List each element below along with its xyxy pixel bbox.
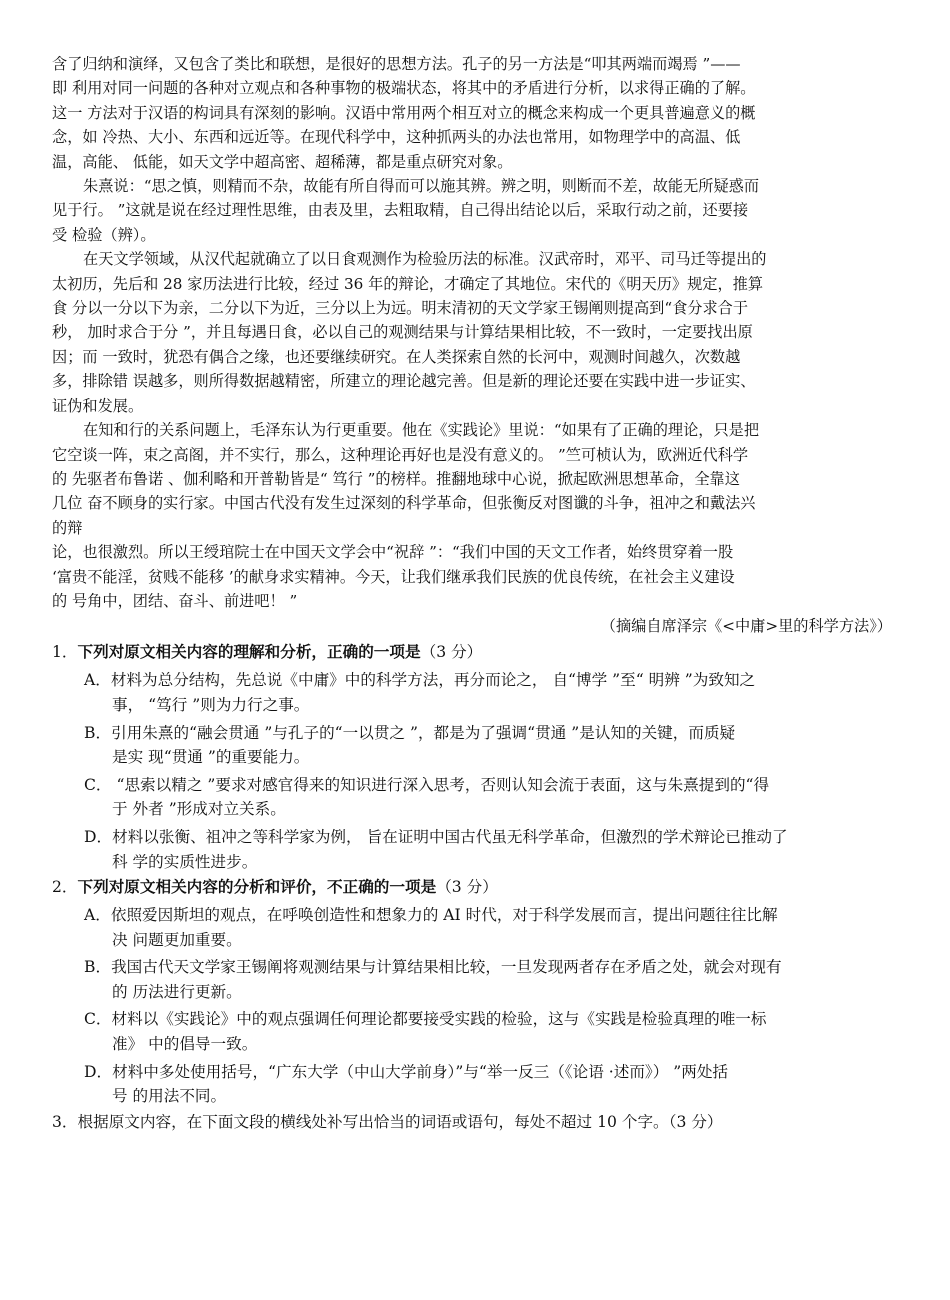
option-text: 材料以张衡、祖冲之等科学家为例， 旨在证明中国古代虽无科学革命，但激烈的学术辩论已推动了 (112, 827, 788, 846)
passage-line: 朱熹说：“思之慎，则精而不杂，故能有所自得而可以施其辨。辨之明，则断而不差，故能无所疑惑而 (83, 177, 760, 196)
option-text-continued: 准》 中的倡导一致。 (112, 1035, 258, 1054)
option-text-continued: 的 历法进行更新。 (112, 982, 242, 1001)
passage-paragraph (52, 52, 910, 174)
option-letter: A． (84, 671, 111, 690)
question-stem (52, 639, 910, 665)
option-text: 依照爱因斯坦的观点，在呼唤创造性和想象力的 AI 时代，对于科学发展而言，提出问题往往比解 (110, 906, 778, 925)
passage-source: （摘编自席泽宗《<中庸>里的科学方法》） (600, 617, 892, 636)
option-d[interactable] (84, 1060, 910, 1109)
option-letter: C． (84, 1010, 112, 1029)
question-2 (52, 874, 910, 1109)
passage-line: 这一 方法对于汉语的构词具有深刻的影响。汉语中常用两个相互对立的概念来构成一个更具普遍意义的概 (52, 103, 756, 122)
option-text-continued: 科 学的实质性进步。 (112, 852, 258, 871)
option-text: 引用朱熹的“融会贯通 ”与孔子的“一以贯之 ”，都是为了强调“贯通 ”是认知的关键，而质疑 (111, 723, 736, 742)
option-a[interactable] (84, 668, 910, 717)
option-text: 我国古代天文学家王锡阐将观测结果与计算结果相比较，一旦发现两者存在矛盾之处，就会对现有 (111, 958, 782, 977)
option-a[interactable] (84, 903, 910, 952)
passage-paragraph (52, 418, 910, 613)
passage-line: 含了归纳和演绎，又包含了类比和联想，是很好的思想方法。孔子的另一方法是“叩其两端而竭焉 ”—— (52, 55, 741, 73)
answer-options (84, 668, 910, 874)
option-letter: D． (84, 827, 113, 846)
question-text: 下列对原文相关内容的分析和评价，不正确的一项是 (77, 877, 437, 897)
passage-paragraph (52, 174, 910, 247)
question-score: （3 分） (436, 878, 498, 897)
question-1 (52, 639, 910, 874)
passage-line: 温，高能、 低能，如天文学中超高密、超稀薄，都是重点研究对象。 (52, 152, 513, 171)
passage-line: 的 先驱者布鲁诺 、伽利略和开普勒皆是“ 笃行 ”的榜样。推翻地球中心说，掀起欧洲思想革命，全靠这 (52, 469, 740, 488)
question-text: 下列对原文相关内容的理解和分析，正确的一项是 (77, 642, 421, 662)
passage-line: 在知和行的关系问题上，毛泽东认为行更重要。他在《实践论》里说：“如果有了正确的理论，只是把 (83, 421, 760, 440)
option-d[interactable] (84, 825, 910, 874)
question-stem (52, 874, 910, 900)
answer-options (84, 903, 910, 1109)
passage-line: 证伪和发展。 (52, 396, 144, 415)
passage-line: 食 分以一分以下为亲，二分以下为近，三分以上为远。明末清初的天文学家王锡阐则提高到“食分求合于 (52, 299, 749, 318)
option-text: “思索以精之 ”要求对感官得来的知识进行深入思考，否则认知会流于表面，这与朱熹提到的“得 (111, 775, 770, 794)
option-text: 材料为总分结构，先总说《中庸》中的科学方法，再分而论之， 自“博学 ”至“ 明辨 ”为致知之 (110, 671, 756, 690)
passage-line: 多，排除错 误越多，则所得数据越精密，所建立的理论越完善。但是新的理论还要在实践中进一步证实、 (52, 372, 756, 391)
passage-line: 的辩 (52, 518, 83, 537)
option-text-continued: 于 外者 ”形成对立关系。 (112, 800, 286, 819)
passage-line: 念，如 冷热、大小、东西和远近等。在现代科学中，这种抓两头的办法也常用，如物理学中的高温、低 (52, 128, 741, 147)
option-text-continued: 事， “笃行 ”则为力行之事。 (112, 695, 310, 714)
option-letter: B． (84, 723, 112, 742)
passage-line: 即 利用对同一问题的各种对立观点和各种事物的极端状态，将其中的矛盾进行分析，以求得正确的了解。 (52, 79, 756, 98)
passage-line: 它空谈一阵，束之高阁，并不实行，那么，这种理论再好也是没有意义的。 ”竺可桢认为，欧洲近代科学 (52, 445, 749, 464)
option-b[interactable] (84, 955, 910, 1004)
option-text: 材料中多处使用括号，“广东大学（中山大学前身）”与“举一反三（《论语 ·述而》） ”两处括 (112, 1062, 729, 1081)
passage-line: 几位 奋不顾身的实行家。中国古代没有发生过深刻的科学革命，但张衡反对图谶的斗争，祖冲之和戴法兴 (52, 494, 756, 513)
passage-paragraph (52, 247, 910, 418)
passage-line: 太初历，先后和 28 家历法进行比较，经过 36 年的辩论，才确定了其地位。宋代的《明天历》规定，推算 (52, 274, 764, 293)
exam-page (52, 52, 910, 1135)
passage-line: 因；而 一致时，犹恐有偶合之缘，也还要继续研究。在人类探索自然的长河中，观测时间越久，次数越 (52, 347, 741, 366)
option-text-continued: 是实 现“贯通 ”的重要能力。 (112, 748, 310, 767)
question-number: 3． (52, 1112, 78, 1131)
option-letter: C． (84, 775, 112, 794)
question-stem (52, 1109, 910, 1135)
option-c[interactable] (84, 1007, 910, 1056)
passage-line: 论，也很激烈。所以王绶琯院士在中国天文学会中“祝辞 ”：“我们中国的天文工作者，始终贯穿着一股 (52, 543, 734, 562)
option-text-continued: 号 的用法不同。 (112, 1087, 227, 1106)
option-letter: B． (84, 958, 112, 977)
passage-line: 见于行。 ”这就是说在经过理性思维，由表及里，去粗取精，自己得出结论以后，采取行动之前，还要接 (52, 201, 749, 220)
option-letter: A． (84, 906, 111, 925)
passage-line: 受 检验（辨）。 (52, 225, 156, 244)
question-text: 根据原文内容，在下面文段的横线处补写出恰当的词语或语句，每处不超过 10 个字。 (77, 1112, 669, 1131)
passage-line: 的 号角中，团结、奋斗、前进吧！ ” (52, 591, 298, 610)
option-letter: D． (84, 1062, 113, 1081)
passage-line: 秒， 加时求合于分 ”，并且每遇日食，必以自己的观测结果与计算结果相比较，不一致时，一定要找出原 (52, 323, 753, 342)
reading-passage (52, 52, 910, 639)
question-number: 2． (52, 878, 78, 897)
option-b[interactable] (84, 721, 910, 770)
question-score: （3 分） (420, 643, 483, 662)
question-score: （3 分） (668, 1112, 723, 1131)
question-number: 1． (52, 643, 78, 662)
option-text-continued: 决 问题更加重要。 (112, 930, 242, 949)
passage-line: ‘富贵不能淫，贫贱不能移 ’的献身求实精神。今天，让我们继承我们民族的优良传统，在社会主义建设 (52, 567, 735, 586)
question-3 (52, 1109, 910, 1135)
option-text: 材料以《实践论》中的观点强调任何理论都要接受实践的检验，这与《实践是检验真理的唯一标 (111, 1010, 767, 1029)
passage-line: 在天文学领域，从汉代起就确立了以日食观测作为检验历法的标准。汉武帝时，邓平、司马迁等提出的 (83, 250, 767, 269)
option-c[interactable] (84, 773, 910, 822)
